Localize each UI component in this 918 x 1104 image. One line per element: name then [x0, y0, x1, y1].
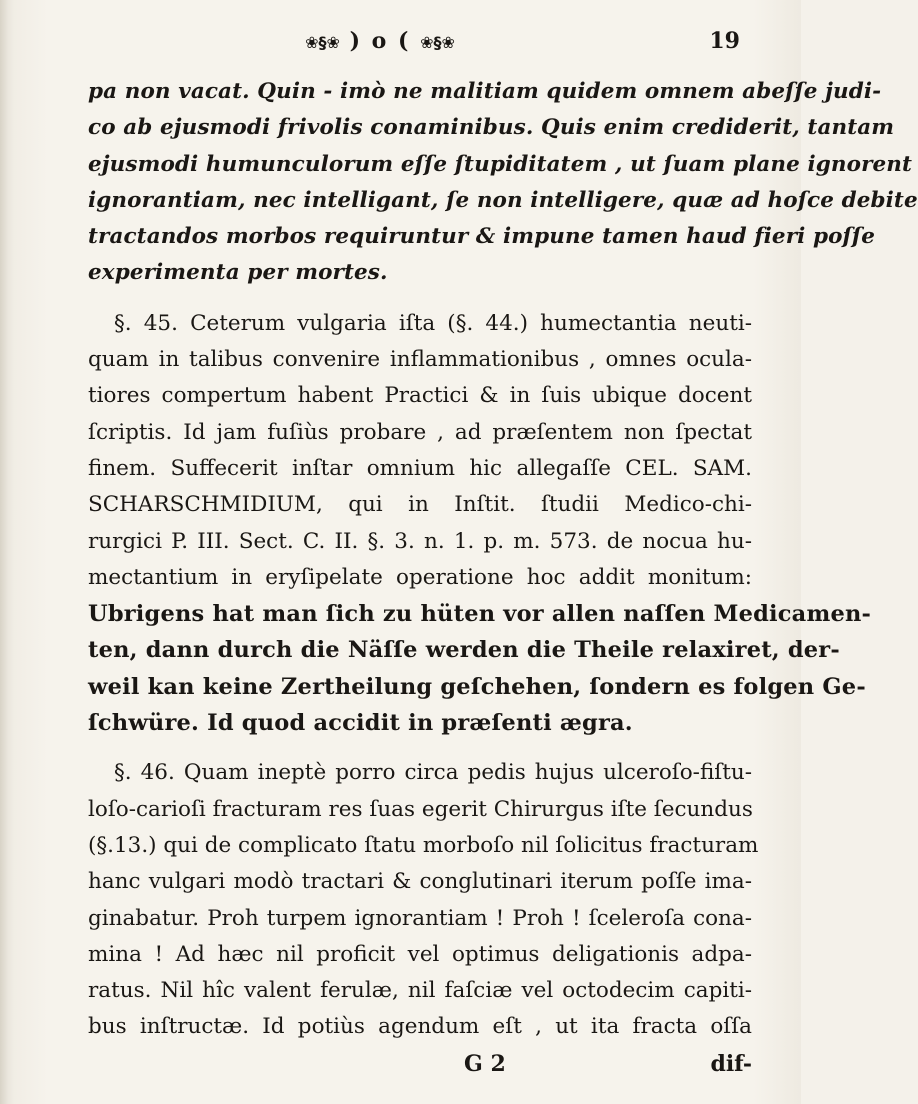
ornament-right-icon: ❀§❀ [420, 33, 455, 52]
text-block [88, 74, 918, 1082]
text-line: ratus. Nil hîc valent ferulæ, nil faſciæ vel octodecim capiti- [88, 978, 752, 1004]
text-line: §. 45. Ceterum vulgaria iſta (§. 44.) humectantia neuti- [114, 310, 752, 336]
text-line: (§.13.) qui de complicato ſtatu morboſo nil ſolicitus fracturam [88, 832, 759, 858]
german-quote-line: weil kan keine Zertheilung geſchehen, ſondern es folgen Ge- [88, 673, 866, 700]
text-line: ginabatur. Proh turpem ignorantiam ! Proh ! ſceleroſa cona- [88, 905, 752, 931]
text-line: tractandos morbos requiruntur & impune tamen haud fieri poſſe [88, 224, 876, 250]
text-line: mina ! Ad hæc nil proficit vel optimus deligationis adpa- [88, 941, 752, 967]
text-line: tiores compertum habent Practici & in ſuis ubique docent [88, 383, 752, 409]
text-line: hanc vulgari modò tractari & conglutinari iterum poſſe ima- [88, 869, 752, 895]
ornament-left-icon: ❀§❀ [305, 33, 340, 52]
text-line: loſo-carioſi fracturam res ſuas egerit Chirurgus iſte ſecundus [88, 796, 753, 822]
page-footer [88, 1046, 752, 1082]
text-line: experimenta per mortes. [88, 260, 388, 286]
text-line: SCHARSCHMIDIUM, qui in Inſtit. ſtudii Medico-chi- [88, 492, 752, 518]
paragraph-45 [88, 306, 872, 742]
paragraph-gap [88, 292, 752, 306]
text-line: pa non vacat. Quin - imò ne malitiam quidem omnem abeſſe judi- [88, 79, 882, 104]
text-line: ignorantiam, nec intelligant, ſe non intelligere, quæ ad hoſce debite [88, 187, 918, 213]
text-line: bus inſtructæ. Id potiùs agendum eſt , ut ita fracta oſſa [88, 1014, 752, 1040]
text-line: ſcriptis. Id jam fuſiùs probare , ad præſentem non ſpectat [88, 419, 752, 445]
page-number: 19 [709, 28, 740, 54]
german-quote-line: Ubrigens hat man ſich zu hüten vor allen naſſen Medicamen- [88, 601, 872, 628]
text-line: mectantium in eryſipelate operatione hoc addit monitum: [88, 564, 752, 590]
binding-edge [0, 0, 14, 1104]
signature-mark: G 2 [464, 1050, 506, 1077]
german-quote-line: ſchwüre. Id quod accidit in præſenti ægra. [88, 710, 633, 737]
text-line: §. 46. Quam ineptè porro circa pedis hujus ulceroſo-fiſtu- [114, 760, 752, 786]
text-line: rurgici P. III. Sect. C. II. §. 3. n. 1. p. m. 573. de nocua hu- [88, 528, 752, 554]
text-line: ejusmodi humunculorum eſſe ſtupiditatem , ut ſuam plane ignorent [88, 151, 913, 177]
running-head-center [230, 28, 530, 54]
intro-paragraph [88, 74, 918, 292]
text-line: finem. Suffecerit inſtar omnium hic allegaſſe CEL. SAM. [88, 455, 752, 481]
text-line: co ab ejusmodi frivolis conaminibus. Quis enim crediderit, tantam [88, 115, 895, 141]
running-head [100, 28, 740, 64]
german-quote-line: ten, dann durch die Näſſe werden die Theile relaxiret, der- [88, 637, 840, 664]
text-line: quam in talibus convenire inflammationibus , omnes ocula- [88, 347, 752, 373]
paragraph-gap [88, 741, 752, 755]
running-head-mark: ) o ( [349, 28, 411, 54]
paragraph-46 [88, 755, 759, 1045]
catchword: dif- [710, 1050, 752, 1077]
